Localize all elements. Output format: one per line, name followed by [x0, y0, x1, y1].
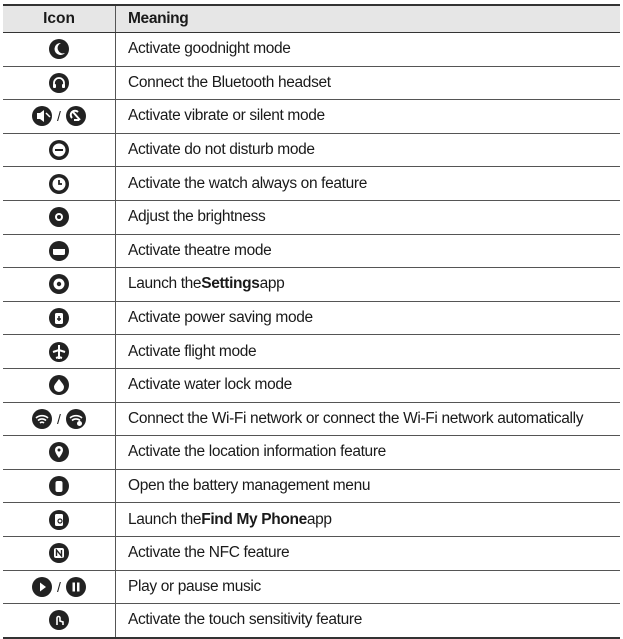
brightness-icon [48, 206, 70, 228]
battery-icon [48, 475, 70, 497]
app-name: Settings [201, 275, 260, 293]
icon-cell [3, 403, 116, 436]
wifi-icon [31, 408, 53, 430]
table-row [3, 470, 620, 504]
meaning-text: Activate the touch sensitivity feature [128, 611, 362, 629]
meaning-cell [116, 67, 620, 100]
table-row [3, 436, 620, 470]
table-row [3, 369, 620, 403]
table-row [3, 571, 620, 605]
meaning-text: Activate the location information feature [128, 443, 386, 461]
icon-meaning-table [3, 4, 620, 639]
icon-cell [3, 201, 116, 234]
header-icon-cell: Icon [3, 6, 116, 32]
airplane-icon [48, 341, 70, 363]
icon-cell [3, 134, 116, 167]
meaning-text: Play or pause music [128, 577, 261, 595]
do-not-disturb-icon [48, 139, 70, 161]
table-row [3, 335, 620, 369]
moon-icon [48, 38, 70, 60]
meaning-cell [116, 167, 620, 200]
table-body [3, 33, 620, 639]
find-phone-icon [48, 509, 70, 531]
icon-cell [3, 67, 116, 100]
icon-cell [3, 33, 116, 66]
meaning-text-suffix: app [259, 275, 285, 293]
table-row [3, 235, 620, 269]
table-row [3, 604, 620, 639]
icon-cell [3, 369, 116, 402]
table-row [3, 302, 620, 336]
header-meaning-cell: Meaning [128, 10, 189, 27]
vibrate-icon [31, 105, 53, 127]
meaning-cell [116, 470, 620, 503]
meaning-cell [116, 604, 620, 637]
meaning-cell [116, 235, 620, 268]
meaning-cell [116, 100, 620, 133]
table-header [3, 6, 620, 33]
meaning-text: Activate power saving mode [128, 309, 313, 327]
icon-cell [3, 503, 116, 536]
table-row [3, 268, 620, 302]
meaning-cell [116, 571, 620, 604]
clock-icon [48, 173, 70, 195]
icon-cell [3, 436, 116, 469]
icon-cell [3, 335, 116, 368]
meaning-cell [116, 268, 620, 301]
meaning-text: Activate do not disturb mode [128, 141, 315, 159]
meaning-text: Activate the NFC feature [128, 544, 290, 562]
meaning-cell [116, 201, 620, 234]
icon-separator: / [57, 578, 61, 595]
icon-separator: / [57, 410, 61, 427]
icon-cell [3, 167, 116, 200]
icon-cell [3, 100, 116, 133]
wifi-auto-icon [65, 408, 87, 430]
meaning-cell [116, 33, 620, 66]
table-row [3, 201, 620, 235]
table-row [3, 503, 620, 537]
meaning-text: Activate theatre mode [128, 241, 272, 259]
meaning-cell [116, 436, 620, 469]
meaning-cell [116, 503, 620, 536]
icon-cell [3, 302, 116, 335]
meaning-text: Activate vibrate or silent mode [128, 107, 325, 125]
meaning-text-suffix: app [306, 510, 332, 528]
icon-cell [3, 235, 116, 268]
meaning-text: Activate water lock mode [128, 376, 292, 394]
table-row [3, 403, 620, 437]
meaning-text: Activate flight mode [128, 342, 257, 360]
meaning-cell [116, 302, 620, 335]
icon-separator: / [57, 108, 61, 125]
meaning-text: Connect the Bluetooth headset [128, 73, 331, 91]
icon-cell [3, 571, 116, 604]
settings-icon [48, 273, 70, 295]
icon-cell [3, 470, 116, 503]
meaning-cell [116, 369, 620, 402]
icon-cell [3, 537, 116, 570]
mute-icon [65, 105, 87, 127]
meaning-text: Adjust the brightness [128, 208, 266, 226]
icon-cell [3, 604, 116, 637]
location-icon [48, 441, 70, 463]
touch-sensitivity-icon [48, 609, 70, 631]
theatre-icon [48, 240, 70, 262]
pause-icon [65, 576, 87, 598]
meaning-cell [116, 537, 620, 570]
meaning-text: Launch the [128, 510, 202, 528]
table-row [3, 100, 620, 134]
nfc-icon [48, 542, 70, 564]
meaning-text: Launch the [128, 275, 202, 293]
table-row [3, 67, 620, 101]
meaning-text: Connect the Wi-Fi network or connect the Wi-Fi network automatically [128, 409, 584, 427]
table-row [3, 33, 620, 67]
headset-icon [48, 72, 70, 94]
meaning-cell [116, 134, 620, 167]
app-name: Find My Phone [201, 510, 307, 528]
meaning-text: Open the battery management menu [128, 477, 371, 495]
meaning-cell [116, 403, 620, 436]
table-row [3, 537, 620, 571]
icon-cell [3, 268, 116, 301]
meaning-text: Activate goodnight mode [128, 40, 291, 58]
play-icon [31, 576, 53, 598]
meaning-cell [116, 335, 620, 368]
table-row [3, 134, 620, 168]
power-saving-icon [48, 307, 70, 329]
meaning-text: Activate the watch always on feature [128, 174, 367, 192]
water-lock-icon [48, 374, 70, 396]
table-row [3, 167, 620, 201]
